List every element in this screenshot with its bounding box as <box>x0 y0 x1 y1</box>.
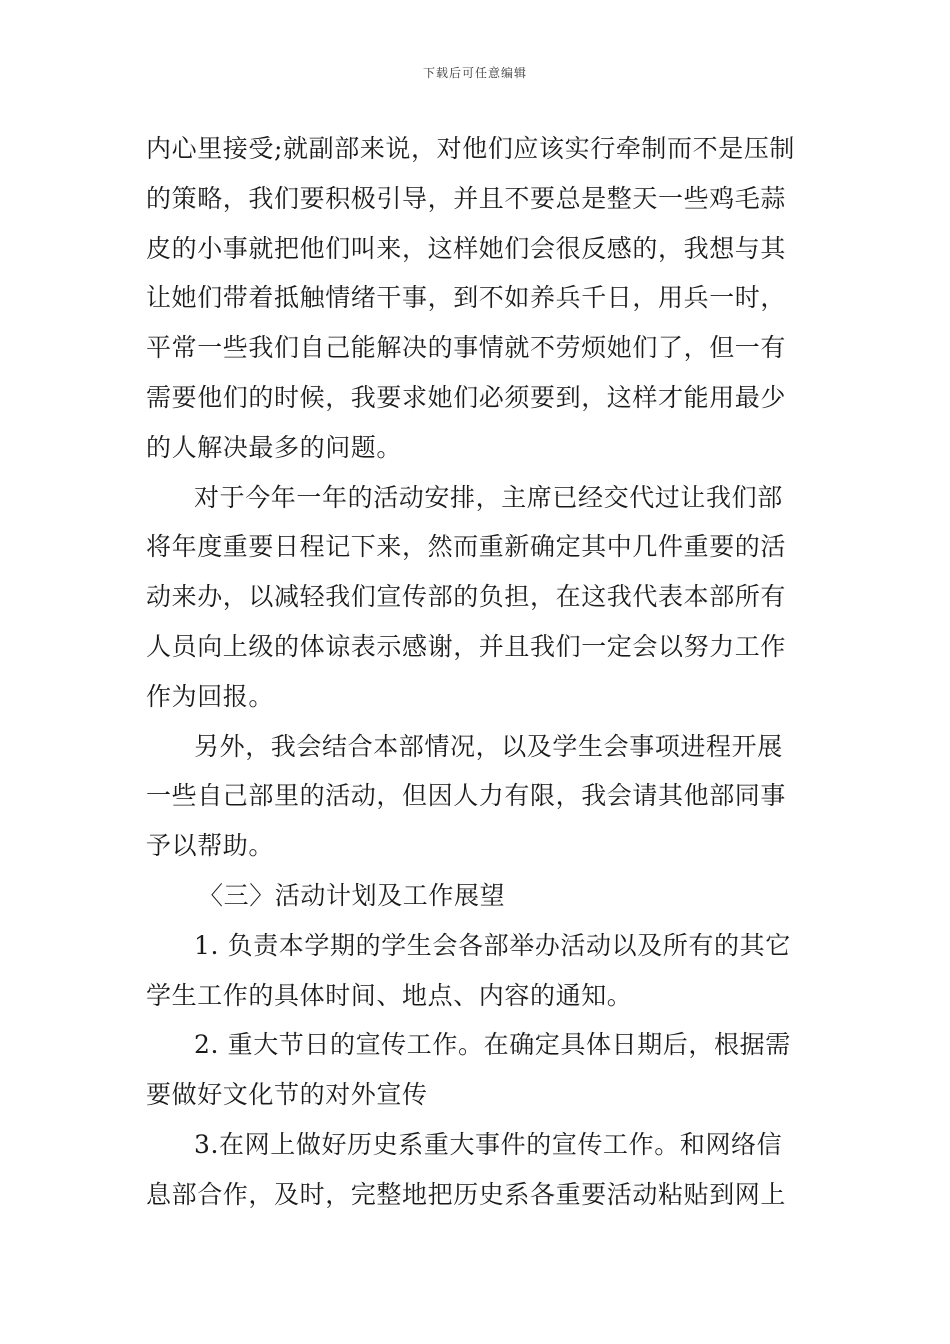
body-line: 息部合作，及时，完整地把历史系各重要活动粘贴到网上 <box>146 1179 787 1209</box>
body-line: 需要他们的时候，我要求她们必须要到，这样才能用最少 <box>146 382 787 412</box>
body-line: 将年度重要日程记下来，然而重新确定其中几件重要的活 <box>146 532 787 562</box>
body-line: 让她们带着抵触情绪干事，到不如养兵千日，用兵一时， <box>146 283 787 313</box>
body-line: 要做好文化节的对外宣传 <box>146 1080 428 1110</box>
document-body <box>146 124 814 1220</box>
paragraph-start-line: 另外，我会结合本部情况，以及学生会事项进程开展 <box>194 731 783 761</box>
body-line: 予以帮助。 <box>146 831 275 861</box>
body-line: 人员向上级的体谅表示感谢，并且我们一定会以努力工作 <box>146 631 787 661</box>
page-header: 下载后可任意编辑 <box>422 66 527 80</box>
list-item-line: 1. 负责本学期的学生会各部举办活动以及所有的其它 <box>194 930 791 960</box>
body-line: 的人解决最多的问题。 <box>146 432 403 462</box>
body-line: 的策略，我们要积极引导，并且不要总是整天一些鸡毛蒜 <box>146 183 787 213</box>
body-line: 平常一些我们自己能解决的事情就不劳烦她们了，但一有 <box>146 333 787 363</box>
body-line: 动来办，以减轻我们宣传部的负担，在这我代表本部所有 <box>146 582 787 612</box>
paragraph-start-line: 对于今年一年的活动安排，主席已经交代过让我们部 <box>194 482 783 512</box>
body-line: 一些自己部里的活动，但因人力有限，我会请其他部同事 <box>146 781 787 811</box>
body-line: 学生工作的具体时间、地点、内容的通知。 <box>146 980 633 1010</box>
body-line: 内心里接受;就副部来说，对他们应该实行牵制而不是压制 <box>146 134 796 163</box>
section-heading: 〈三〉活动计划及工作展望 <box>198 880 506 910</box>
body-line: 皮的小事就把他们叫来，这样她们会很反感的，我想与其 <box>146 233 787 263</box>
body-line: 作为回报。 <box>146 681 275 711</box>
list-item-line: 2. 重大节日的宣传工作。在确定具体日期后，根据需 <box>194 1030 791 1060</box>
list-item-line: 3.在网上做好历史系重大事件的宣传工作。和网络信 <box>194 1129 783 1159</box>
